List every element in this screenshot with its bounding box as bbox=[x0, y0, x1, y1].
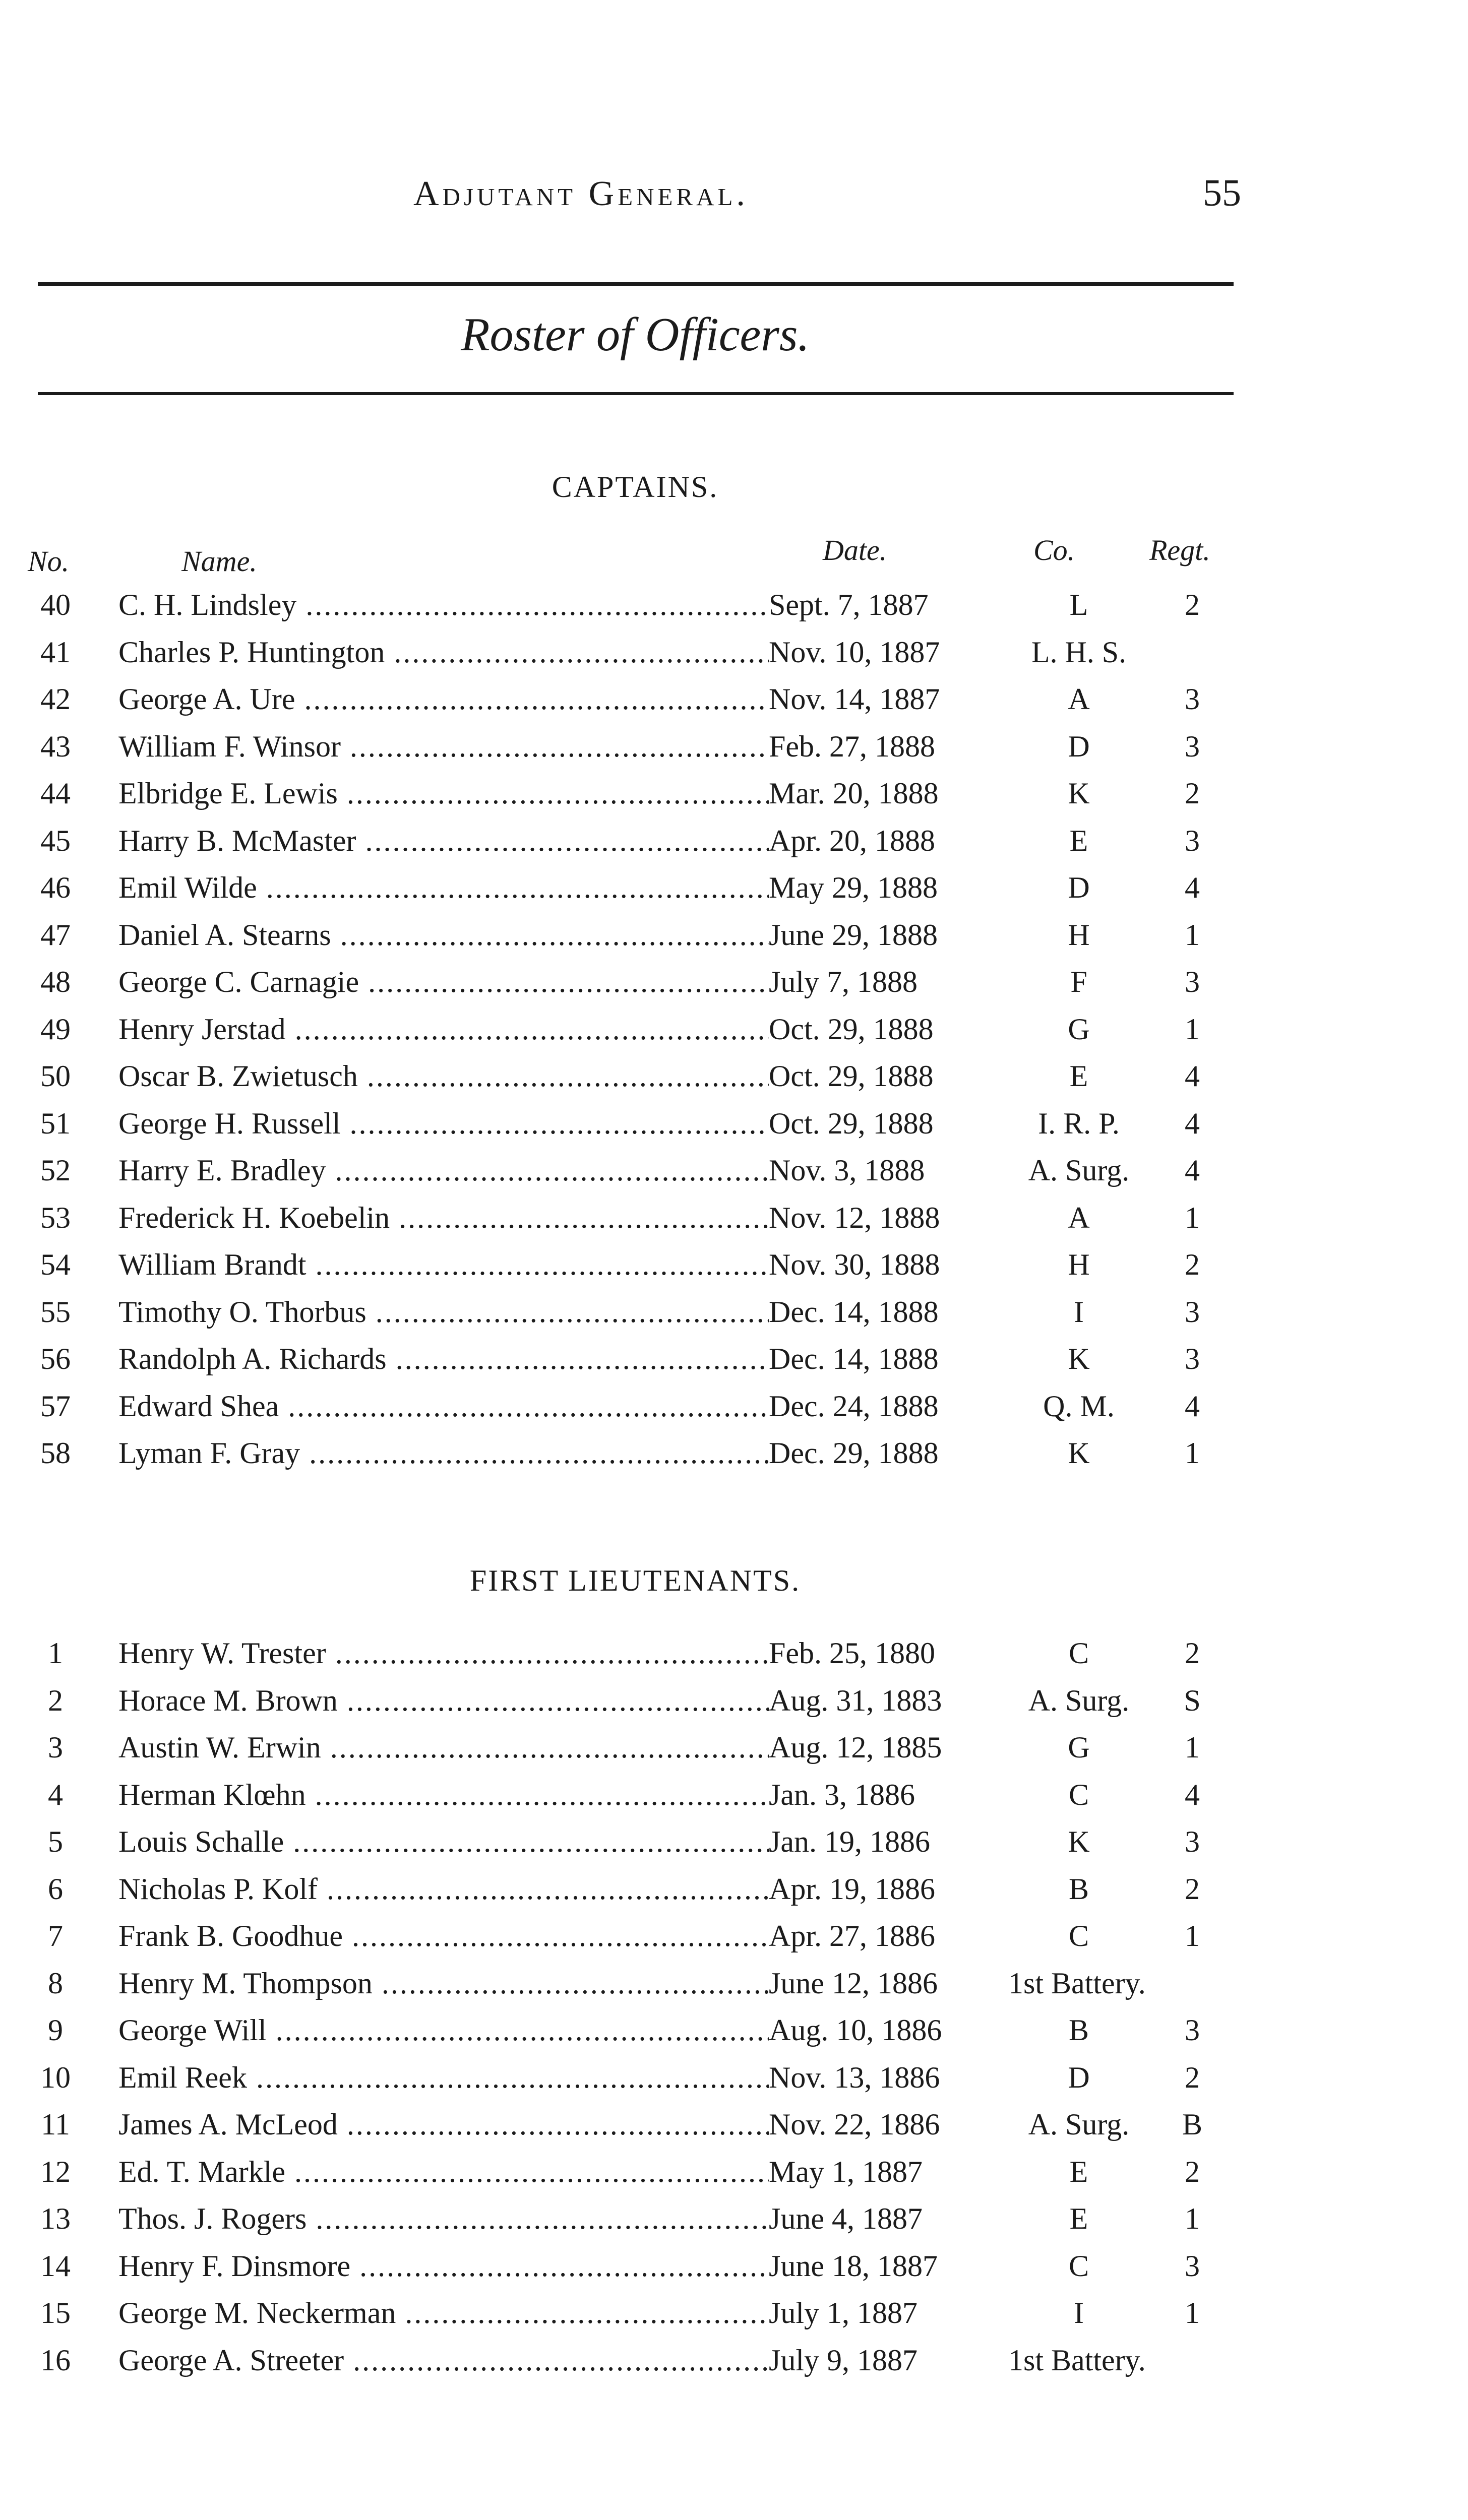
regiment: 4 bbox=[1185, 871, 1200, 904]
row-number: 1 bbox=[48, 1636, 63, 1670]
officer-name: William F. Winsor ..... bbox=[118, 729, 769, 764]
commission-date: Apr. 20, 1888 bbox=[769, 824, 935, 857]
company: D bbox=[1068, 2060, 1090, 2094]
company: I bbox=[1074, 2296, 1084, 2329]
regiment: 2 bbox=[1185, 1636, 1200, 1670]
regiment: 4 bbox=[1185, 1778, 1200, 1811]
row-number: 48 bbox=[40, 965, 71, 998]
page-number: 55 bbox=[1203, 172, 1241, 214]
company: H bbox=[1068, 1248, 1090, 1281]
company: K bbox=[1068, 1825, 1090, 1858]
table-row bbox=[0, 579, 1468, 626]
officer-name: Daniel A. Stearns ..... bbox=[118, 918, 769, 953]
row-number: 8 bbox=[48, 1966, 63, 2000]
row-number: 45 bbox=[40, 824, 71, 857]
officer-name: George A. Streeter ..... bbox=[118, 2343, 769, 2378]
officer-name: Frederick H. Koebelin ..... bbox=[118, 1201, 769, 1235]
table-row bbox=[0, 814, 1468, 862]
table-row bbox=[0, 1910, 1468, 1957]
row-number: 49 bbox=[40, 1012, 71, 1046]
commission-date: July 1, 1887 bbox=[769, 2296, 918, 2329]
table-row bbox=[0, 1815, 1468, 1863]
company: K bbox=[1068, 777, 1090, 810]
table-row bbox=[0, 2287, 1468, 2334]
officer-name: Lyman F. Gray ..... bbox=[118, 1436, 769, 1471]
officer-name: Harry E. Bradley ..... bbox=[118, 1153, 769, 1188]
table-row bbox=[0, 767, 1468, 814]
section-heading-captains: CAPTAINS. bbox=[552, 470, 719, 503]
regiment: 4 bbox=[1185, 1389, 1200, 1423]
company: I bbox=[1074, 1295, 1084, 1329]
regiment: 2 bbox=[1185, 2060, 1200, 2094]
officer-name: Edward Shea ..... bbox=[118, 1389, 769, 1424]
table-row bbox=[0, 1286, 1468, 1333]
officer-name: Elbridge E. Lewis ..... bbox=[118, 776, 769, 811]
commission-date: May 1, 1887 bbox=[769, 2155, 923, 2188]
table-row bbox=[0, 2004, 1468, 2051]
company: G bbox=[1068, 1012, 1090, 1046]
commission-date: Aug. 12, 1885 bbox=[769, 1731, 942, 1764]
top-rule bbox=[38, 282, 1234, 286]
table-row bbox=[0, 1427, 1468, 1474]
company: A bbox=[1068, 1201, 1090, 1234]
regiment: 3 bbox=[1185, 824, 1200, 857]
row-number: 15 bbox=[40, 2296, 71, 2329]
officer-name: George C. Carnagie ..... bbox=[118, 965, 769, 999]
company: B bbox=[1068, 1872, 1089, 1906]
commission-date: June 12, 1886 bbox=[769, 1966, 938, 2000]
regiment: 3 bbox=[1185, 1825, 1200, 1858]
commission-date: Nov. 22, 1886 bbox=[769, 2108, 940, 2141]
officer-name: Oscar B. Zwietusch ..... bbox=[118, 1059, 769, 1094]
table-row bbox=[0, 1333, 1468, 1380]
company: E bbox=[1069, 2202, 1088, 2235]
officer-name: Harry B. McMaster ..... bbox=[118, 824, 769, 858]
table-row bbox=[0, 673, 1468, 720]
column-header-date: Date. bbox=[823, 534, 887, 566]
officer-name: Thos. J. Rogers ..... bbox=[118, 2201, 769, 2236]
commission-date: Dec. 29, 1888 bbox=[769, 1436, 939, 1470]
commission-date: Feb. 25, 1880 bbox=[769, 1636, 935, 1670]
commission-date: Sept. 7, 1887 bbox=[769, 588, 929, 621]
row-number: 58 bbox=[40, 1436, 71, 1470]
commission-date: Apr. 19, 1886 bbox=[769, 1872, 935, 1906]
table-row bbox=[0, 1627, 1468, 1674]
commission-date: Nov. 10, 1887 bbox=[769, 635, 940, 669]
officer-name: Emil Reek ..... bbox=[118, 2060, 769, 2095]
officer-name: Henry Jerstad ..... bbox=[118, 1012, 769, 1047]
regiment: B bbox=[1182, 2108, 1203, 2141]
regiment: 2 bbox=[1185, 777, 1200, 810]
commission-date: Oct. 29, 1888 bbox=[769, 1012, 934, 1046]
table-row bbox=[0, 2098, 1468, 2146]
commission-date: Oct. 29, 1888 bbox=[769, 1106, 934, 1140]
title-rule bbox=[38, 392, 1234, 395]
company: Q. M. bbox=[1043, 1389, 1115, 1423]
row-number: 42 bbox=[40, 682, 71, 716]
regiment: 1 bbox=[1185, 1731, 1200, 1764]
regiment: 3 bbox=[1185, 965, 1200, 998]
table-row bbox=[0, 626, 1468, 673]
table-row bbox=[0, 861, 1468, 909]
row-number: 44 bbox=[40, 777, 71, 810]
table-row bbox=[0, 2192, 1468, 2240]
row-number: 41 bbox=[40, 635, 71, 669]
company: D bbox=[1068, 871, 1090, 904]
regiment: 1 bbox=[1185, 1436, 1200, 1470]
table-row bbox=[0, 1674, 1468, 1722]
row-number: 55 bbox=[40, 1295, 71, 1329]
table-row bbox=[0, 1097, 1468, 1145]
commission-date: Dec. 14, 1888 bbox=[769, 1342, 939, 1375]
company: G bbox=[1068, 1731, 1090, 1764]
row-number: 5 bbox=[48, 1825, 63, 1858]
running-head: Adjutant General. bbox=[413, 174, 749, 213]
table-row bbox=[0, 1144, 1468, 1191]
regiment: 3 bbox=[1185, 1295, 1200, 1329]
table-row bbox=[0, 720, 1468, 768]
officer-name: William Brandt ..... bbox=[118, 1247, 769, 1282]
commission-date: June 18, 1887 bbox=[769, 2249, 938, 2283]
table-row bbox=[0, 1050, 1468, 1097]
row-number: 52 bbox=[40, 1154, 71, 1187]
regiment: 3 bbox=[1185, 1342, 1200, 1375]
company: A. Surg. bbox=[1028, 1683, 1130, 1717]
company: C bbox=[1068, 2249, 1089, 2283]
table-row bbox=[0, 909, 1468, 956]
officer-name: Henry M. Thompson ..... bbox=[118, 1966, 769, 2001]
company: I. R. P. bbox=[1038, 1106, 1120, 1140]
table-row bbox=[0, 2334, 1468, 2381]
officer-name: Henry F. Dinsmore ..... bbox=[118, 2249, 769, 2284]
column-header-name: Name. bbox=[181, 545, 257, 578]
row-number: 3 bbox=[48, 1731, 63, 1764]
officer-name: James A. McLeod ..... bbox=[118, 2107, 769, 2142]
company: E bbox=[1069, 2155, 1088, 2188]
company: C bbox=[1068, 1778, 1089, 1811]
commission-date: July 9, 1887 bbox=[769, 2343, 918, 2377]
table-row bbox=[0, 2240, 1468, 2287]
regiment: 4 bbox=[1185, 1059, 1200, 1093]
officer-name: Ed. T. Markle ..... bbox=[118, 2155, 769, 2189]
row-number: 2 bbox=[48, 1683, 63, 1717]
regiment: 3 bbox=[1185, 682, 1200, 716]
officer-name: Emil Wilde ..... bbox=[118, 870, 769, 905]
regiment: 1 bbox=[1185, 2296, 1200, 2329]
commission-date: Nov. 14, 1887 bbox=[769, 682, 940, 716]
commission-date: Jan. 19, 1886 bbox=[769, 1825, 930, 1858]
officer-name: Herman Klœhn ..... bbox=[118, 1778, 769, 1812]
officer-name: Charles P. Huntington ..... bbox=[118, 635, 769, 670]
commission-date: Nov. 30, 1888 bbox=[769, 1248, 940, 1281]
regiment: S bbox=[1184, 1683, 1201, 1717]
section-heading-first-lieutenants: FIRST LIEUTENANTS. bbox=[469, 1564, 801, 1597]
table-row bbox=[0, 1721, 1468, 1769]
row-number: 40 bbox=[40, 588, 71, 621]
officer-name: Horace M. Brown ..... bbox=[118, 1683, 769, 1718]
regiment: 2 bbox=[1185, 2155, 1200, 2188]
row-number: 56 bbox=[40, 1342, 71, 1375]
company: C bbox=[1068, 1636, 1089, 1670]
regiment: 3 bbox=[1185, 2013, 1200, 2047]
officer-name: Timothy O. Thorbus ..... bbox=[118, 1295, 769, 1330]
commission-date: July 7, 1888 bbox=[769, 965, 918, 998]
first-lieutenants-table bbox=[0, 1627, 1468, 2381]
officer-name: Henry W. Trester ..... bbox=[118, 1636, 769, 1671]
officer-name: Nicholas P. Kolf ..... bbox=[118, 1872, 769, 1907]
officer-name: C. H. Lindsley ..... bbox=[118, 588, 769, 622]
officer-name: George A. Ure ..... bbox=[118, 682, 769, 717]
row-number: 43 bbox=[40, 729, 71, 763]
captains-table bbox=[0, 579, 1468, 1474]
unit-assignment: 1st Battery. bbox=[1008, 1966, 1146, 2000]
officer-name: Randolph A. Richards ..... bbox=[118, 1342, 769, 1376]
company: L bbox=[1069, 588, 1088, 621]
row-number: 4 bbox=[48, 1778, 63, 1811]
regiment: 1 bbox=[1185, 2202, 1200, 2235]
commission-date: June 4, 1887 bbox=[769, 2202, 923, 2235]
regiment: 1 bbox=[1185, 918, 1200, 952]
row-number: 13 bbox=[40, 2202, 71, 2235]
officer-name: Frank B. Goodhue ..... bbox=[118, 1919, 769, 1954]
commission-date: Oct. 29, 1888 bbox=[769, 1059, 934, 1093]
row-number: 10 bbox=[40, 2060, 71, 2094]
row-number: 53 bbox=[40, 1201, 71, 1234]
table-row bbox=[0, 956, 1468, 1003]
row-number: 16 bbox=[40, 2343, 71, 2377]
commission-date: Jan. 3, 1886 bbox=[769, 1778, 915, 1811]
row-number: 50 bbox=[40, 1059, 71, 1093]
commission-date: Nov. 3, 1888 bbox=[769, 1154, 925, 1187]
unit-assignment: 1st Battery. bbox=[1008, 2343, 1146, 2377]
row-number: 11 bbox=[41, 2108, 70, 2141]
regiment: 3 bbox=[1185, 729, 1200, 763]
table-row bbox=[0, 1238, 1468, 1286]
row-number: 47 bbox=[40, 918, 71, 952]
regiment: 3 bbox=[1185, 2249, 1200, 2283]
table-row bbox=[0, 1191, 1468, 1239]
commission-date: Dec. 24, 1888 bbox=[769, 1389, 939, 1423]
company: B bbox=[1068, 2013, 1089, 2047]
officer-name: Louis Schalle ..... bbox=[118, 1824, 769, 1859]
table-row bbox=[0, 1003, 1468, 1050]
commission-date: Aug. 31, 1883 bbox=[769, 1683, 942, 1717]
commission-date: June 29, 1888 bbox=[769, 918, 938, 952]
page-title: Roster of Officers. bbox=[461, 308, 810, 361]
regiment: 2 bbox=[1185, 1872, 1200, 1906]
commission-date: Nov. 13, 1886 bbox=[769, 2060, 940, 2094]
officer-name: George M. Neckerman ..... bbox=[118, 2296, 769, 2330]
regiment: 1 bbox=[1185, 1012, 1200, 1046]
company: E bbox=[1069, 824, 1088, 857]
company: F bbox=[1070, 965, 1087, 998]
row-number: 7 bbox=[48, 1919, 63, 1952]
commission-date: Nov. 12, 1888 bbox=[769, 1201, 940, 1234]
company: A bbox=[1068, 682, 1090, 716]
company: E bbox=[1069, 1059, 1088, 1093]
regiment: 2 bbox=[1185, 588, 1200, 621]
company: A. Surg. bbox=[1028, 2108, 1130, 2141]
company: K bbox=[1068, 1342, 1090, 1375]
company: H bbox=[1068, 918, 1090, 952]
regiment: 1 bbox=[1185, 1919, 1200, 1952]
row-number: 6 bbox=[48, 1872, 63, 1906]
company: C bbox=[1068, 1919, 1089, 1952]
company: D bbox=[1068, 729, 1090, 763]
row-number: 57 bbox=[40, 1389, 71, 1423]
table-row bbox=[0, 1957, 1468, 2004]
table-row bbox=[0, 2146, 1468, 2193]
row-number: 12 bbox=[40, 2155, 71, 2188]
officer-name: George H. Russell ..... bbox=[118, 1106, 769, 1141]
row-number: 9 bbox=[48, 2013, 63, 2047]
column-header-no: No. bbox=[28, 545, 70, 578]
regiment: 4 bbox=[1185, 1154, 1200, 1187]
table-row bbox=[0, 1769, 1468, 1816]
row-number: 46 bbox=[40, 871, 71, 904]
commission-date: Dec. 14, 1888 bbox=[769, 1295, 939, 1329]
regiment: 2 bbox=[1185, 1248, 1200, 1281]
regiment: 4 bbox=[1185, 1106, 1200, 1140]
commission-date: Mar. 20, 1888 bbox=[769, 777, 939, 810]
company: L. H. S. bbox=[1031, 635, 1127, 669]
officer-name: Austin W. Erwin ..... bbox=[118, 1730, 769, 1765]
commission-date: Aug. 10, 1886 bbox=[769, 2013, 942, 2047]
table-row bbox=[0, 1863, 1468, 1910]
column-header-regt: Regt. bbox=[1149, 534, 1210, 566]
company: A. Surg. bbox=[1028, 1154, 1130, 1187]
column-header-co: Co. bbox=[1033, 534, 1075, 566]
row-number: 14 bbox=[40, 2249, 71, 2283]
table-row bbox=[0, 2051, 1468, 2099]
row-number: 54 bbox=[40, 1248, 71, 1281]
officer-name: George Will ..... bbox=[118, 2013, 769, 2048]
company: K bbox=[1068, 1436, 1090, 1470]
commission-date: Apr. 27, 1886 bbox=[769, 1919, 935, 1952]
commission-date: Feb. 27, 1888 bbox=[769, 729, 935, 763]
column-headers bbox=[0, 533, 1468, 579]
commission-date: May 29, 1888 bbox=[769, 871, 938, 904]
regiment: 1 bbox=[1185, 1201, 1200, 1234]
row-number: 51 bbox=[40, 1106, 71, 1140]
table-row bbox=[0, 1380, 1468, 1427]
